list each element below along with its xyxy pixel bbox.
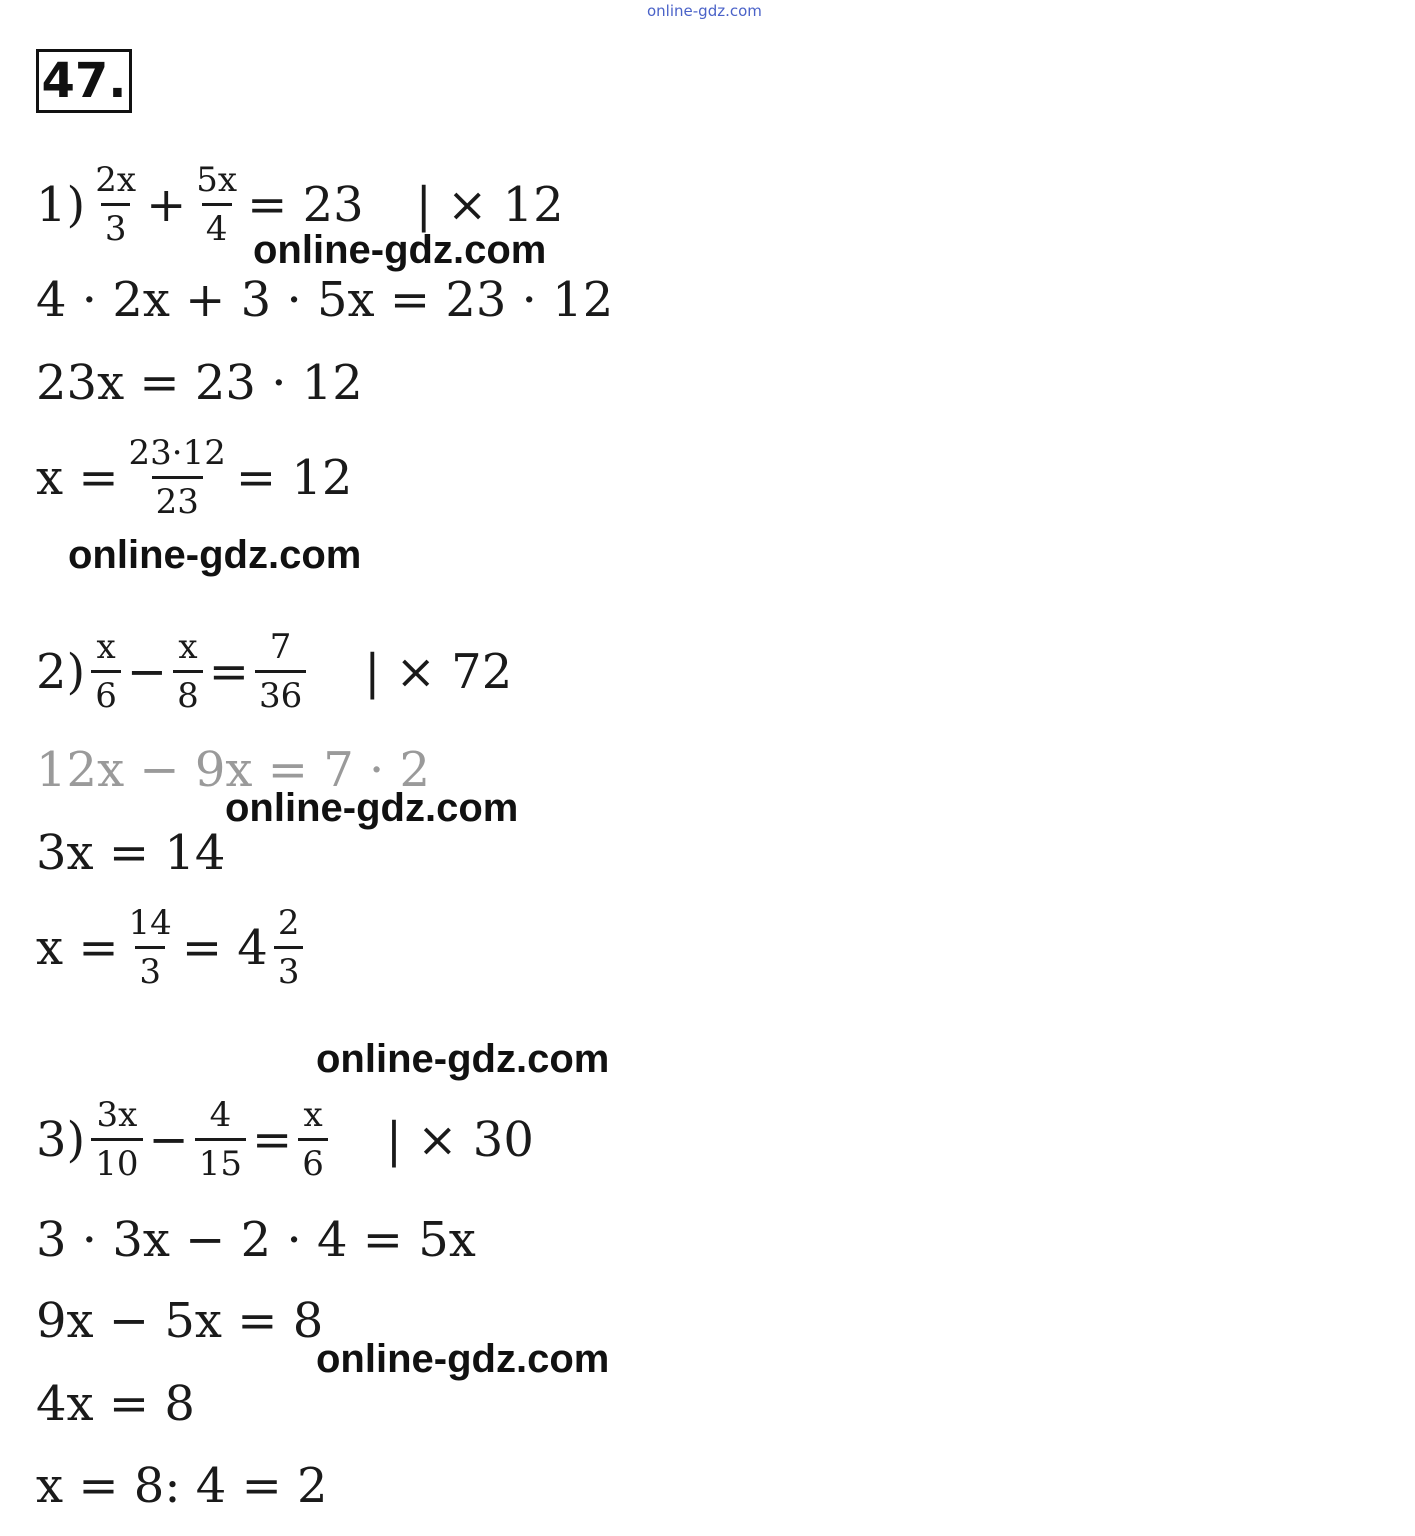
fraction [255,626,306,716]
part2-label: 2) [36,644,86,700]
watermark: online-gdz.com [253,228,547,272]
multiplier: | × 12 [415,177,564,233]
multiplier: | × 30 [385,1112,534,1168]
denominator: 8 [173,670,203,715]
operator: − [126,644,168,700]
watermark: online-gdz.com [316,1337,610,1381]
numerator: 2 [277,902,300,943]
denominator: 36 [255,670,306,715]
fraction [192,159,241,249]
part1-step1: 4 · 2x + 3 · 5x = 23 · 12 [36,272,614,328]
lhs: x = [36,450,119,506]
operator: = [208,644,249,700]
part2-step2: 3x = 14 [36,825,226,881]
numerator: x [303,1094,323,1135]
lhs: x = [36,920,119,976]
rhs: = 23 [247,177,364,233]
part3-label: 3) [36,1112,86,1168]
operator: − [148,1112,189,1168]
numerator: 3x [96,1094,138,1135]
numerator: 2x [95,159,137,200]
part1-step2: 23x = 23 · 12 [36,355,363,411]
part1-step3 [36,428,352,528]
part3-step2: 9x − 5x = 8 [36,1293,324,1349]
denominator: 4 [202,203,232,248]
watermark: online-gdz.com [225,786,519,830]
denominator: 15 [195,1138,246,1183]
part3-step3: 4x = 8 [36,1376,195,1432]
part3-equation [36,1090,534,1190]
fraction [91,626,121,716]
fraction [195,1094,246,1184]
denominator: 10 [91,1138,142,1183]
operator: + [146,177,187,233]
part3-step1: 3 · 3x − 2 · 4 = 5x [36,1212,476,1268]
denominator: 23 [152,476,203,521]
numerator: 14 [128,902,172,943]
fraction [125,432,230,522]
part2-step3 [36,898,309,998]
part2-equation [36,622,512,722]
mixed-whole: = 4 [181,920,268,976]
numerator: 7 [269,626,292,667]
multiplier: | × 72 [364,644,513,700]
denominator: 3 [101,203,131,248]
fraction [91,1094,142,1184]
operator: = [252,1112,293,1168]
numerator: 5x [196,159,238,200]
task-number: 47. [36,49,132,113]
rhs: = 12 [235,450,353,506]
denominator: 3 [274,946,304,991]
numerator: 23·12 [128,432,226,473]
fraction [274,902,304,992]
header-watermark: online-gdz.com [647,2,762,20]
fraction [298,1094,328,1184]
numerator: 4 [209,1094,232,1135]
fraction [173,626,203,716]
part3-step4: x = 8: 4 = 2 [36,1458,328,1514]
numerator: x [178,626,198,667]
part2-step1: 12x − 9x = 7 · 2 [36,742,431,798]
numerator: x [96,626,116,667]
watermark: online-gdz.com [316,1037,610,1081]
fraction [125,902,176,992]
watermark: online-gdz.com [68,533,362,577]
fraction [91,159,140,249]
part1-label: 1) [36,177,86,233]
denominator: 3 [135,946,165,991]
denominator: 6 [298,1138,328,1183]
denominator: 6 [91,670,121,715]
